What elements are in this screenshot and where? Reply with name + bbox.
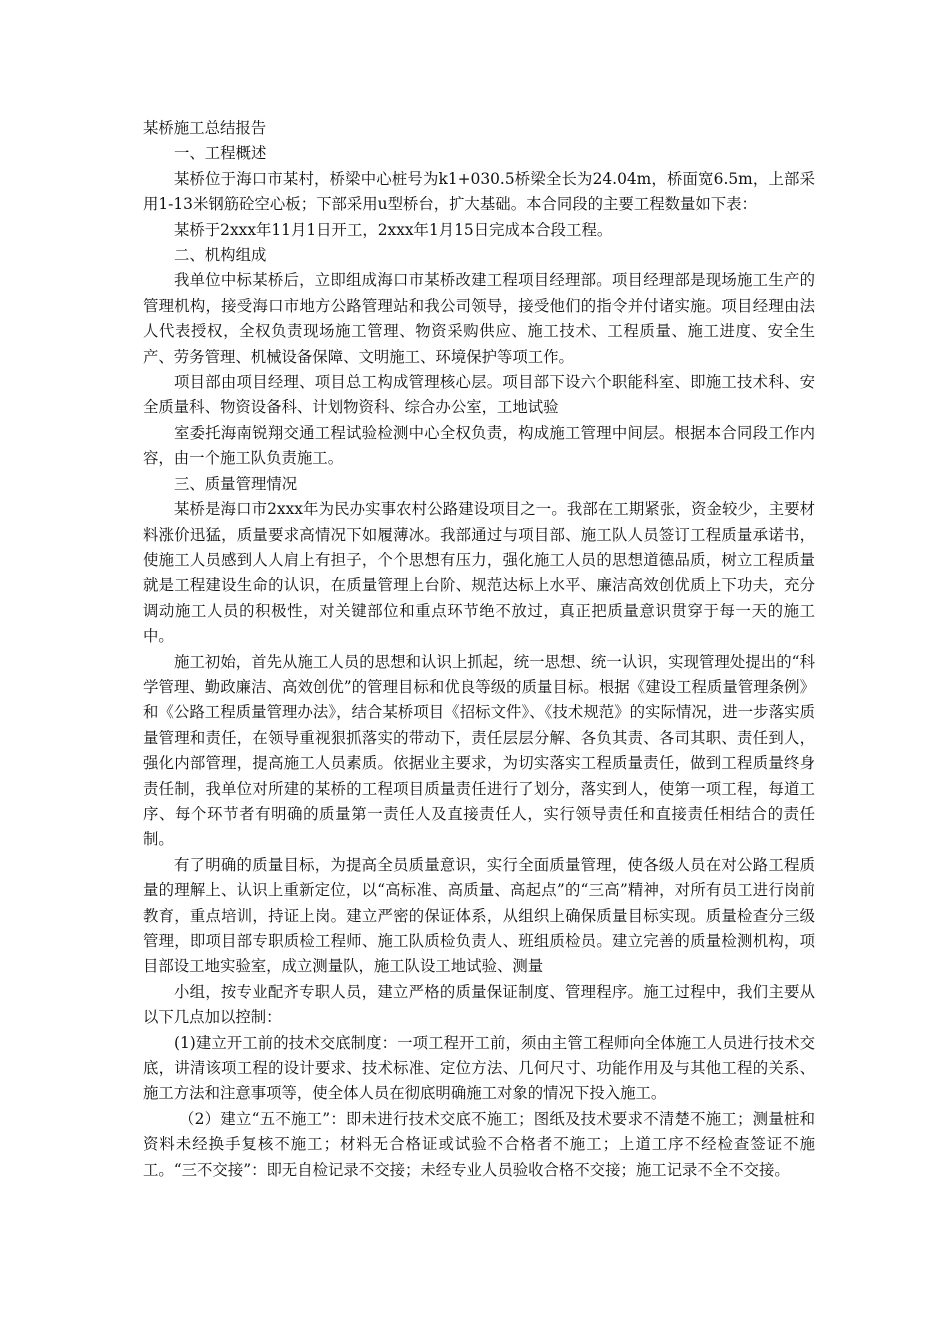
- paragraph: (1)建立开工前的技术交底制度：一项工程开工前，须由主管工程师向全体施工人员进行技术交底，讲清该项工程的设计要求、技术标准、定位方法、几何尺寸、功能作用及与其他工程的关系、施工方法和注意事项等，使全体人员在彻底明确施工对象的情况下投入施工。: [143, 1033, 815, 1103]
- paragraph: 有了明确的质量目标，为提高全员质量意识，实行全面质量管理，使各级人员在对公路工程质量的理解上、认识上重新定位，以“高标准、高质量、高起点”的“三高”精神，对所有员工进行岗前教育，重点培训，持证上岗。建立严密的保证体系，从组织上确保质量目标实现。质量检查分三级管理，即项目部专职质检工程师、施工队质检负责人、班组质检员。建立完善的质量检测机构，项目部设工地实验室，成立测量队，施工队设工地试验、测量: [143, 855, 815, 976]
- paragraph: 某桥位于海口市某村，桥梁中心桩号为k1+030.5桥梁全长为24.04m，桥面宽6.5m，上部采用1-13米钢筋砼空心板；下部采用u型桥台，扩大基础。本合同段的主要工程数量如下表：: [143, 169, 815, 214]
- paragraph: 小组，按专业配齐专职人员，建立严格的质量保证制度、管理程序。施工过程中，我们主要从以下几点加以控制：: [143, 982, 815, 1027]
- paragraph: 某桥是海口市2xxx年为民办实事农村公路建设项目之一。我部在工期紧张，资金较少，主要材料涨价迅猛，质量要求高情况下如履薄冰。我部通过与项目部、施工队人员签订工程质量承诺书，使施工人员感到人人肩上有担子，个个思想有压力，强化施工人员的思想道德品质，树立工程质量就是工程建设生命的认识，在质量管理上台阶、规范达标上水平、廉洁高效创优质上下功夫，充分调动施工人员的积极性，对关键部位和重点环节绝不放过，真正把质量意识贯穿于每一天的施工中。: [143, 500, 815, 646]
- paragraph: 室委托海南锐翔交通工程试验检测中心全权负责，构成施工管理中间层。根据本合同段工作内容，由一个施工队负责施工。: [143, 423, 815, 468]
- section-heading: 一、工程概述: [174, 144, 267, 163]
- document-title: 某桥施工总结报告: [143, 119, 267, 137]
- paragraph: （2）建立“五不施工”：即未进行技术交底不施工；图纸及技术要求不清楚不施工；测量桩和资料未经换手复核不施工；材料无合格证或试验不合格者不施工；上道工序不经检查签证不施工。“三不交接”：即无自检记录不交接；未经专业人员验收合格不交接；施工记录不全不交接。: [143, 1109, 815, 1179]
- document-page: [143, 116, 815, 1183]
- section-heading: 二、机构组成: [174, 246, 267, 265]
- paragraph: 我单位中标某桥后，立即组成海口市某桥改建工程项目经理部。项目经理部是现场施工生产的管理机构，接受海口市地方公路管理站和我公司领导，接受他们的指令并付诸实施。项目经理由法人代表授权，全权负责现场施工管理、物资采购供应、施工技术、工程质量、施工进度、安全生产、劳务管理、机械设备保障、文明施工、环境保护等项工作。: [143, 271, 815, 366]
- paragraph: 项目部由项目经理、项目总工构成管理核心层。项目部下设六个职能科室、即施工技术科、安全质量科、物资设备科、计划物资科、综合办公室，工地试验: [143, 373, 815, 417]
- paragraph: 施工初始，首先从施工人员的思想和认识上抓起，统一思想、统一认识，实现管理处提出的“科学管理、勤政廉洁、高效创优”的管理目标和优良等级的质量目标。根据《建设工程质量管理条例》和《公路工程质量管理办法》，结合某桥项目《招标文件》、《技术规范》的实际情况，进一步落实质量管理和责任，在领导重视狠抓落实的带动下，责任层层分解、各负其责、各司其职、责任到人，强化内部管理，提高施工人员素质。依据业主要求，为切实落实工程质量责任，做到工程质量终身责任制，我单位对所建的某桥的工程项目质量责任进行了划分，落实到人，使第一项工程，每道工序、每个环节者有明确的质量第一责任人及直接责任人，实行领导责任和直接责任相结合的责任制。: [143, 652, 815, 849]
- section-heading: 三、质量管理情况: [174, 474, 298, 493]
- paragraph: 某桥于2xxx年11月1日开工，2xxx年1月15日完成本合段工程。: [174, 220, 613, 239]
